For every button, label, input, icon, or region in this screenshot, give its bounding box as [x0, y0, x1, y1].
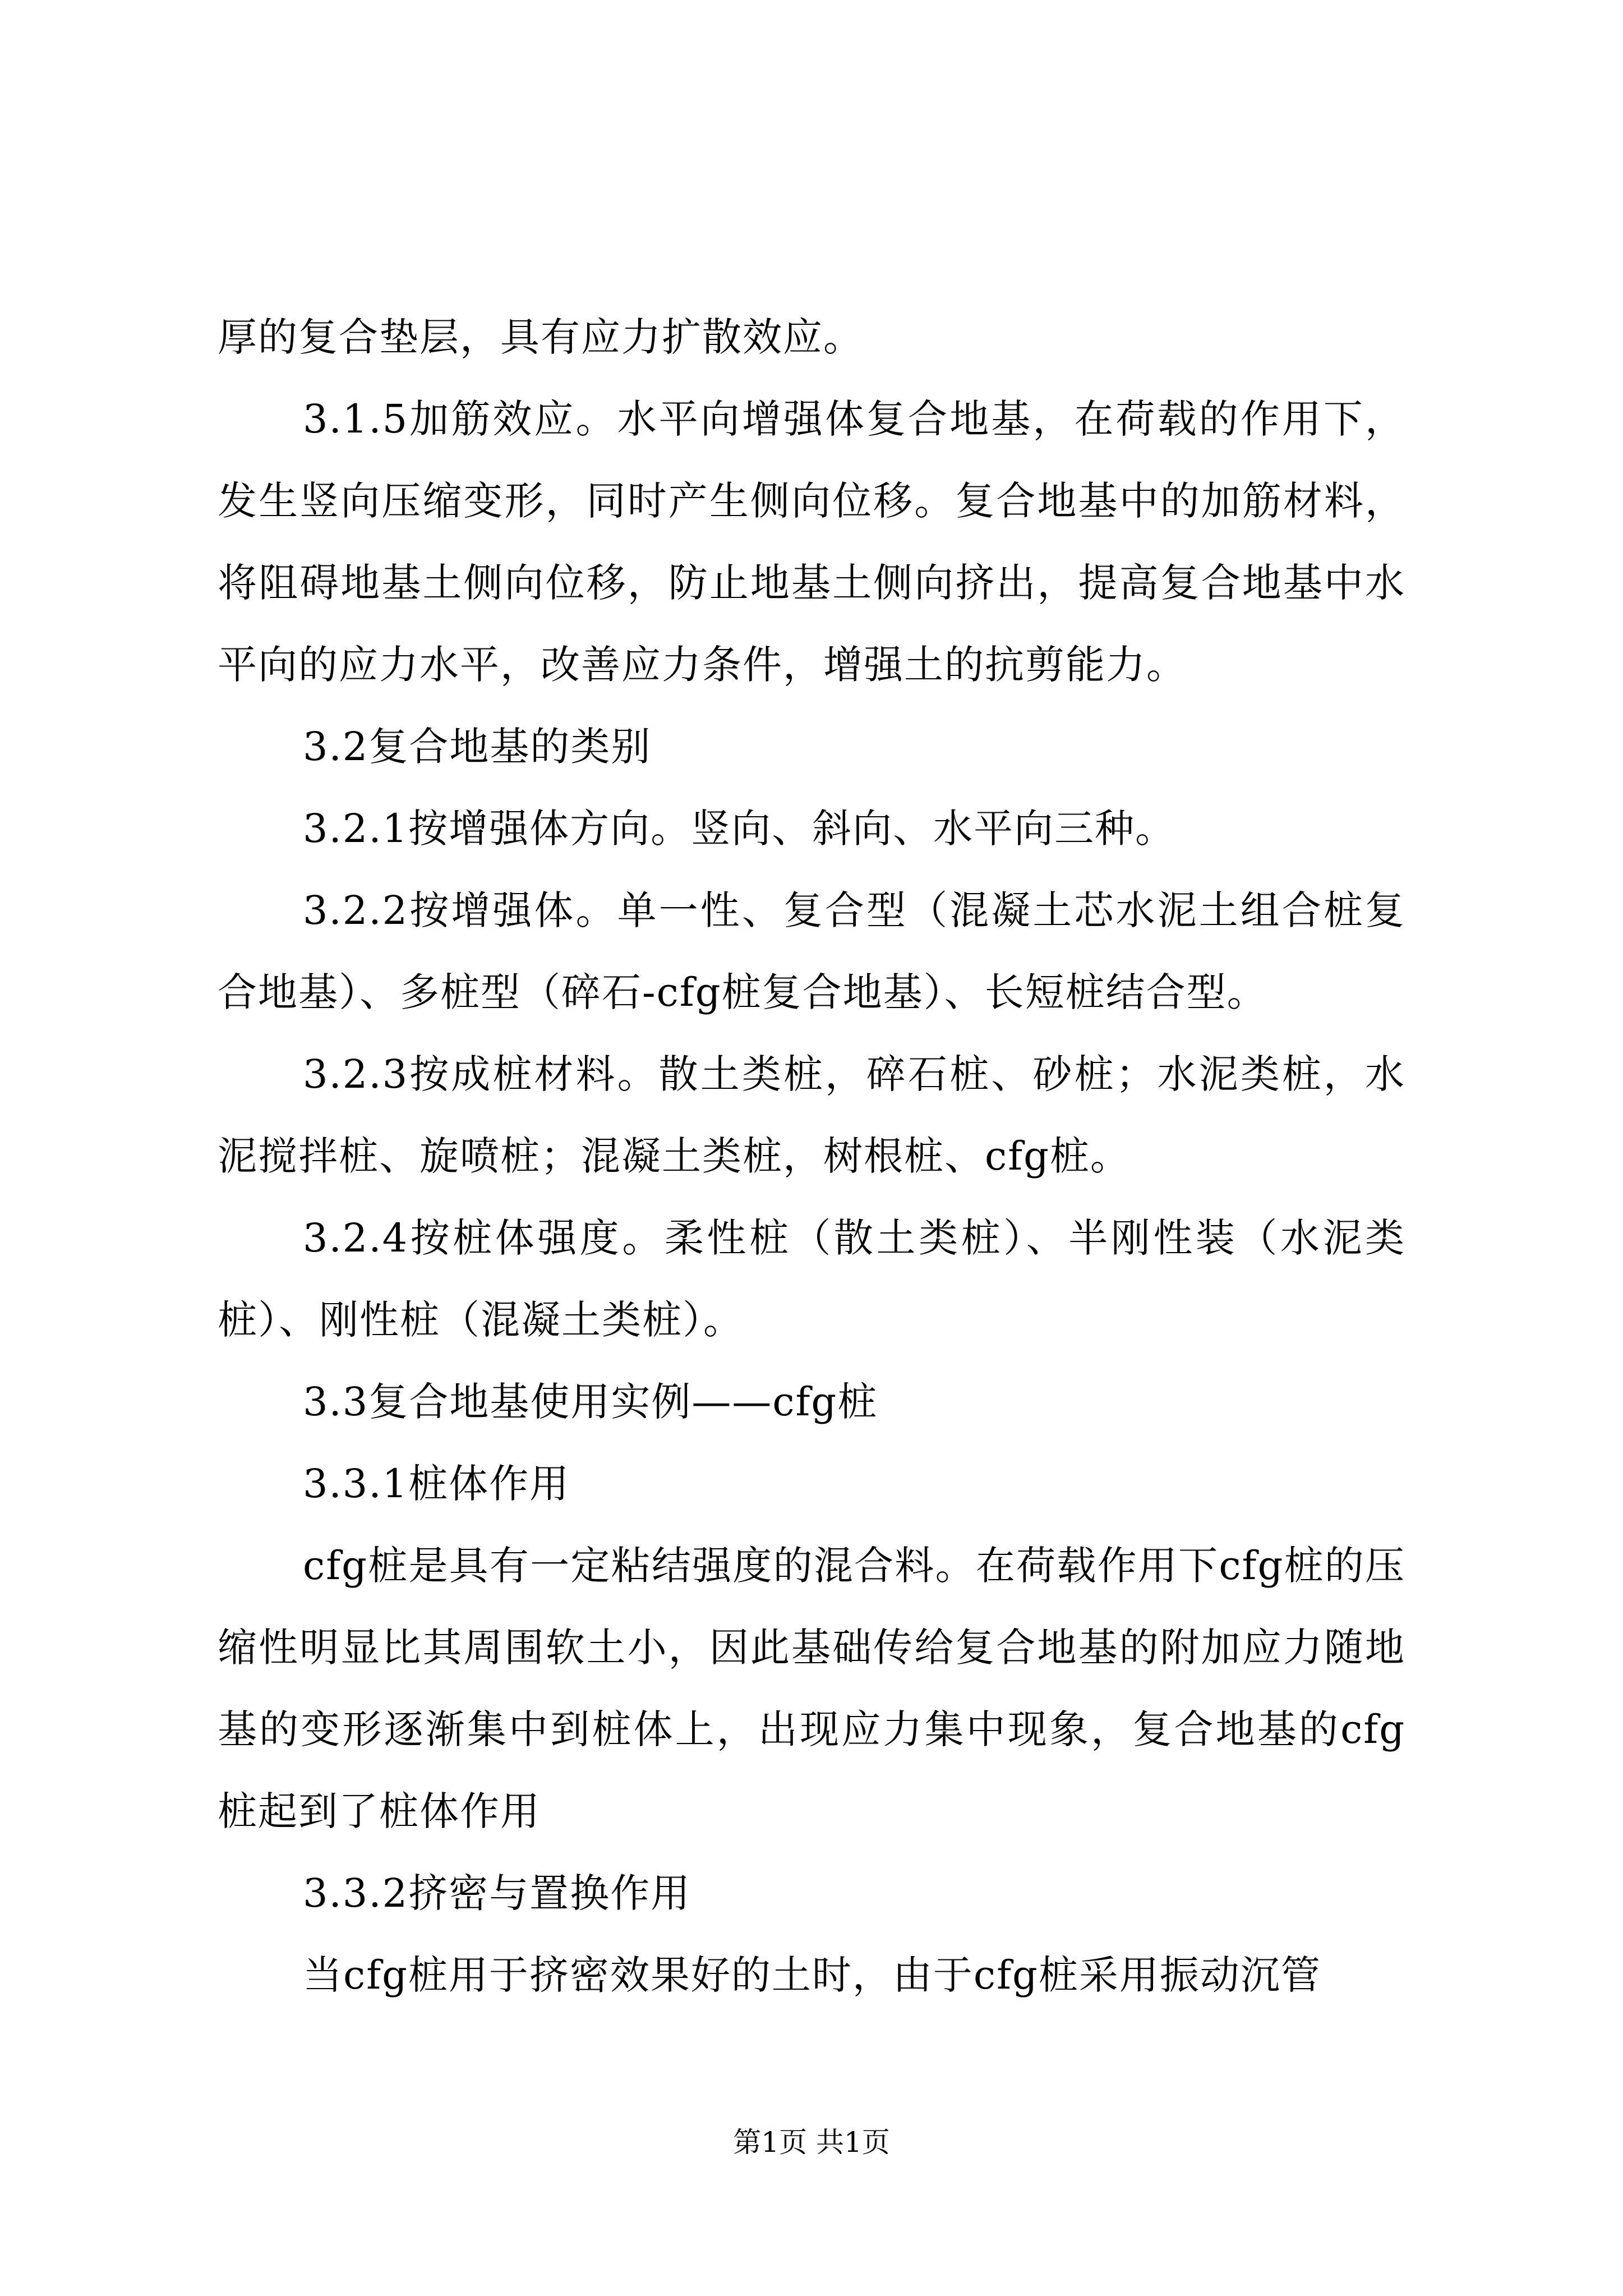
paragraph-3-2-1: 3.2.1按增强体方向。竖向、斜向、水平向三种。: [303, 806, 1176, 852]
section-heading-3-2: 3.2复合地基的类别: [303, 724, 652, 770]
document-body: [218, 296, 1405, 2016]
paragraph-3-3-1: cfg桩是具有一定粘结强度的混合料。在荷载作用下cfg桩的压缩性明显比其周围软土小，因此基础传给复合地基的附加应力随地基的变形逐渐集中到桩体上，出现应力集中现象，复合地基的cfg桩起到了桩体作用: [218, 1543, 1405, 1834]
paragraph-3-2-3: 3.2.3按成桩材料。散土类桩，碎石桩、砂桩；水泥类桩，水泥搅拌桩、旋喷桩；混凝土类桩，树根桩、cfg桩。: [218, 1051, 1405, 1179]
subsection-heading-3-3-2: 3.3.2挤密与置换作用: [303, 1870, 691, 1916]
paragraph-continuation: 厚的复合垫层，具有应力扩散效应。: [218, 314, 864, 360]
paragraph-3-1-5: 3.1.5加筋效应。水平向增强体复合地基，在荷载的作用下，发生竖向压缩变形，同时产生侧向位移。复合地基中的加筋材料，将阻碍地基土侧向位移，防止地基土侧向挤出，提高复合地基中水平向的应力水平，改善应力条件，增强土的抗剪能力。: [218, 396, 1405, 688]
section-heading-3-3: 3.3复合地基使用实例——cfg桩: [303, 1379, 878, 1425]
paragraph-3-2-4: 3.2.4按桩体强度。柔性桩（散土类桩）、半刚性装（水泥类桩）、刚性桩（混凝土类桩）。: [218, 1215, 1405, 1343]
page-number-label: 第1页 共1页: [733, 2126, 890, 2159]
subsection-heading-3-3-1: 3.3.1桩体作用: [303, 1461, 570, 1507]
paragraph-3-3-2: 当cfg桩用于挤密效果好的土时，由于cfg桩采用振动沉管: [303, 1952, 1321, 1998]
paragraph-3-2-2: 3.2.2按增强体。单一性、复合型（混凝土芯水泥土组合桩复合地基）、多桩型（碎石-cfg桩复合地基）、长短桩结合型。: [218, 887, 1405, 1015]
page-footer: [0, 2123, 1623, 2162]
